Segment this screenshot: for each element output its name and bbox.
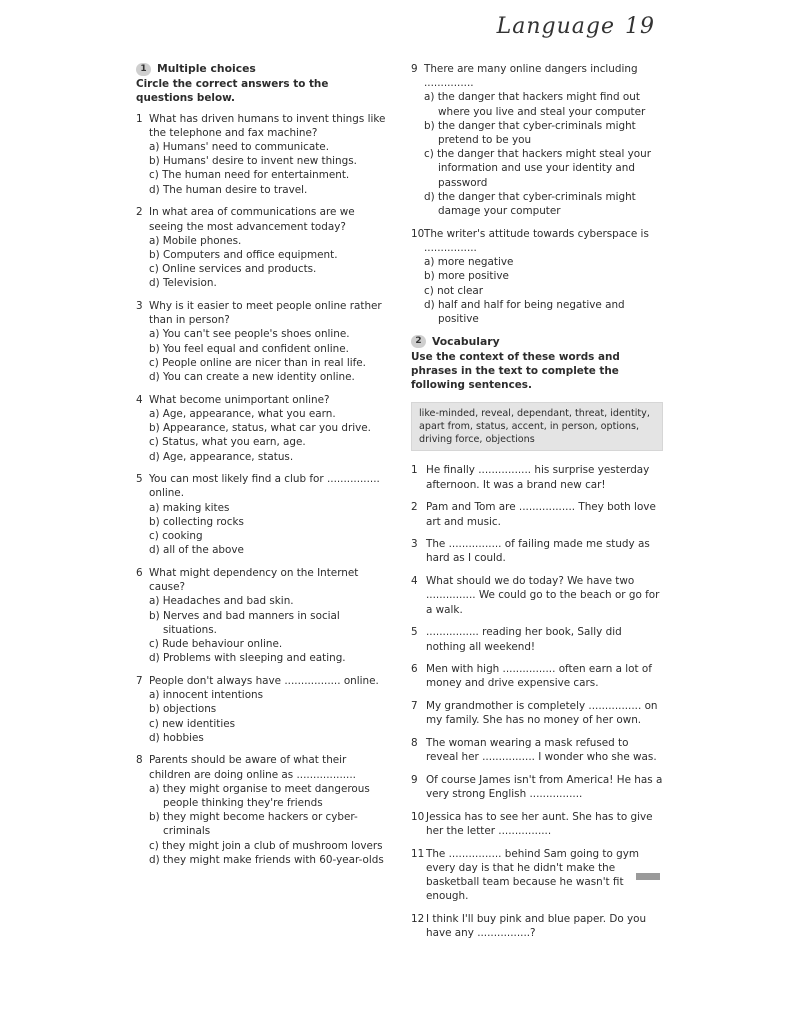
question	[136, 674, 388, 745]
section-vocabulary-heading	[411, 335, 663, 349]
word-bank-box: like-minded, reveal, dependant, threat, identity, apart from, status, accent, in person, options, driving force, objections	[411, 402, 663, 451]
sentence-text: The ................ behind Sam going to gym every day is that he didn't make the basketball team because he wasn't fit enough.	[426, 847, 640, 903]
question-number: 10	[411, 227, 425, 240]
answer-option[interactable]: d) You can create a new identity online.	[149, 371, 355, 384]
fill-in-sentence	[411, 736, 663, 764]
fill-in-sentence	[411, 773, 663, 801]
page-number: 19	[625, 14, 655, 39]
left-column	[136, 62, 388, 876]
answer-option[interactable]: c) the danger that hackers might steal your information and use your identity and password	[424, 148, 652, 189]
section-instruction: Use the context of these words and phrases in the text to complete the following sentences.	[411, 350, 620, 392]
question	[136, 393, 388, 464]
sentence-text: Men with high ................ often earn a lot of money and drive expensive cars.	[426, 663, 652, 690]
answer-option[interactable]: b) Humans' desire to invent new things.	[149, 155, 357, 168]
question-text: Why is it easier to meet people online rather than in person?	[149, 300, 382, 327]
answer-option[interactable]: b) they might become hackers or cyber-criminals	[149, 811, 358, 838]
section-title: Vocabulary	[432, 334, 500, 348]
question-number: 9	[411, 63, 418, 75]
sentence-number: 2	[411, 501, 418, 514]
question-number: 1	[136, 112, 143, 125]
fill-in-sentence	[411, 699, 663, 727]
sentence-text: Of course James isn't from America! He has a very strong English ................	[426, 773, 663, 801]
answer-option[interactable]: c) cooking	[149, 530, 203, 543]
question-text: There are many online dangers including ...............	[424, 63, 638, 90]
fill-in-sentence	[411, 625, 663, 653]
answer-option[interactable]: d) The human desire to travel.	[149, 183, 308, 196]
question	[136, 205, 388, 290]
question-text: What has driven humans to invent things like the telephone and fax machine?	[149, 112, 386, 139]
answer-option[interactable]: b) Nerves and bad manners in social situations.	[149, 609, 340, 636]
question-number: 6	[136, 567, 143, 579]
answer-option[interactable]: a) Headaches and bad skin.	[149, 595, 294, 608]
answer-option[interactable]: a) making kites	[149, 501, 230, 514]
fill-in-sentence	[411, 810, 663, 838]
section-number-badge: 1	[136, 63, 151, 76]
answer-option[interactable]: c) Rude behaviour online.	[149, 638, 283, 651]
sentence-text: The woman wearing a mask refused to reveal her ................ I wonder who she was.	[426, 737, 657, 764]
section-title: Multiple choices	[157, 62, 256, 75]
answer-option[interactable]: d) Problems with sleeping and eating.	[149, 652, 346, 665]
question-number: 8	[136, 754, 143, 767]
answer-option[interactable]: c) new identities	[149, 717, 236, 730]
question	[411, 227, 663, 326]
sentence-number: 6	[411, 663, 418, 676]
page-header-title: Language	[496, 14, 615, 39]
answer-option[interactable]: d) Television.	[149, 277, 217, 290]
question-text: Parents should be aware of what their children are doing online as ..................	[149, 754, 356, 781]
question-number: 2	[136, 206, 143, 219]
section-multiple-choice-heading	[136, 62, 388, 76]
question-text: In what area of communications are we seeing the most advancement today?	[149, 206, 355, 233]
answer-option[interactable]: d) they might make friends with 60-year-olds	[149, 853, 384, 866]
answer-option[interactable]: c) The human need for entertainment.	[149, 169, 350, 182]
page-header	[487, 14, 655, 39]
sentence-text: My grandmother is completely ................ on my family. She has no money of her own.	[426, 700, 658, 727]
fill-in-sentence	[411, 574, 663, 617]
sentence-number: 12	[411, 913, 425, 926]
sentence-text: He finally ................ his surprise yesterday afternoon. It was a brand new car!	[426, 464, 650, 491]
sentence-number: 4	[411, 575, 418, 588]
question-number: 4	[136, 393, 143, 406]
sentence-number: 5	[411, 626, 418, 639]
answer-option[interactable]: c) People online are nicer than in real life.	[149, 356, 366, 369]
question	[136, 472, 388, 557]
sentence-text: ................ reading her book, Sally did nothing all weekend!	[426, 626, 622, 653]
answer-option[interactable]: a) You can't see people's shoes online.	[149, 328, 350, 341]
answer-option[interactable]: d) the danger that cyber-criminals might damage your computer	[424, 190, 636, 218]
sentence-text: The ................ of failing made me study as hard as I could.	[426, 538, 650, 565]
answer-option[interactable]: a) innocent intentions	[149, 689, 264, 702]
answer-option[interactable]: d) half and half for being negative and positive	[424, 298, 625, 325]
sentence-text: What should we do today? We have two ............... We could go to the beach or go for a walk.	[426, 575, 660, 616]
fill-in-sentence	[411, 537, 663, 565]
answer-option[interactable]: b) more positive	[424, 270, 509, 283]
question-number: 5	[136, 473, 143, 486]
answer-option[interactable]: c) Online services and products.	[149, 263, 317, 276]
sentence-text: I think I'll buy pink and blue paper. Do you have any ................?	[426, 913, 647, 940]
sentence-number: 8	[411, 737, 418, 750]
question	[411, 62, 663, 218]
answer-option[interactable]: a) they might organise to meet dangerous people thinking they're friends	[149, 782, 370, 810]
sentence-number: 3	[411, 538, 418, 551]
fill-in-sentence	[411, 662, 663, 690]
section-instruction: Circle the correct answers to the questions below.	[136, 78, 329, 105]
fill-in-sentence	[411, 500, 663, 528]
sentence-number: 9	[411, 773, 418, 786]
answer-option[interactable]: a) more negative	[424, 256, 514, 269]
question-text: What become unimportant online?	[149, 393, 330, 406]
question	[136, 753, 388, 867]
sentence-number: 1	[411, 464, 418, 477]
question-number: 7	[136, 674, 143, 687]
fill-in-sentence	[411, 912, 663, 940]
answer-option[interactable]: b) the danger that cyber-criminals might pretend to be you	[424, 119, 636, 147]
answer-option[interactable]: c) they might join a club of mushroom lovers	[149, 839, 383, 852]
page-corner-mark	[636, 873, 660, 880]
answer-option[interactable]: d) Age, appearance, status.	[149, 450, 294, 463]
fill-in-sentence	[411, 847, 663, 904]
question-text: What might dependency on the Internet cause?	[149, 567, 359, 594]
answer-option[interactable]: d) all of the above	[149, 544, 244, 557]
answer-option[interactable]: b) Computers and office equipment.	[149, 248, 338, 261]
answer-option[interactable]: c) Status, what you earn, age.	[149, 436, 306, 449]
question-text: The writer's attitude towards cyberspace is ................	[424, 227, 649, 254]
question	[136, 566, 388, 665]
answer-option[interactable]: b) collecting rocks	[149, 515, 244, 528]
question-text: You can most likely find a club for ................ online.	[149, 473, 380, 500]
answer-option[interactable]: a) Mobile phones.	[149, 234, 242, 247]
sentence-text: Pam and Tom are ................. They both love art and music.	[426, 501, 656, 528]
question	[136, 299, 388, 384]
answer-option[interactable]: b) You feel equal and confident online.	[149, 342, 349, 355]
section-number-badge: 2	[411, 335, 426, 348]
sentence-number: 11	[411, 847, 425, 860]
sentence-number: 7	[411, 700, 418, 713]
fill-in-sentence	[411, 463, 663, 491]
sentence-number: 10	[411, 810, 425, 823]
answer-option[interactable]: c) not clear	[424, 284, 484, 297]
question-text: People don't always have ................. online.	[149, 674, 379, 687]
question-number: 3	[136, 300, 143, 313]
question	[136, 112, 388, 197]
answer-option[interactable]: a) Humans' need to communicate.	[149, 141, 329, 154]
answer-option[interactable]: d) hobbies	[149, 731, 204, 744]
right-column	[411, 62, 663, 949]
sentence-text: Jessica has to see her aunt. She has to give her the letter ................	[426, 810, 653, 838]
answer-option[interactable]: a) Age, appearance, what you earn.	[149, 407, 336, 420]
answer-option[interactable]: b) Appearance, status, what car you drive.	[149, 422, 371, 435]
answer-option[interactable]: b) objections	[149, 703, 217, 716]
answer-option[interactable]: a) the danger that hackers might find out where you live and steal your computer	[424, 91, 646, 118]
